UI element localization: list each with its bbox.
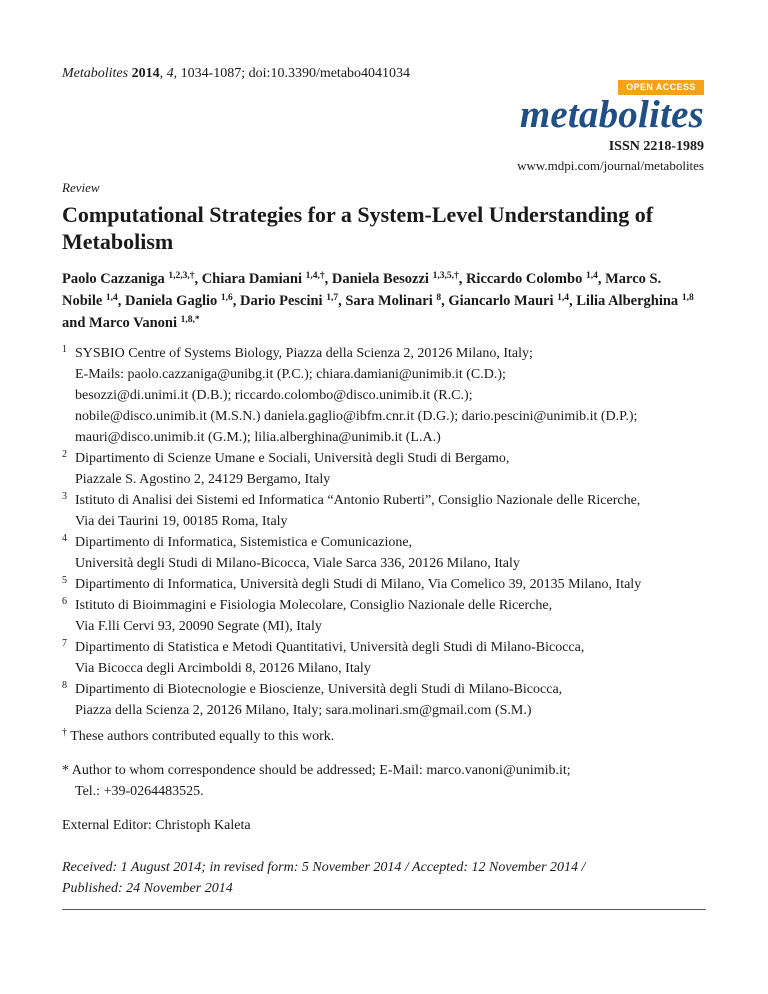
asterisk-mark: * xyxy=(62,763,69,778)
affiliation-item xyxy=(62,448,722,490)
affiliation-line: Dipartimento di Statistica e Metodi Quantitativi, Università degli Studi di Milano-Bicocca, xyxy=(75,640,585,655)
author-separator: , xyxy=(597,271,606,287)
correspondence-phone: Tel.: +39-0264483525. xyxy=(75,784,204,799)
author-name: Chiara Damiani xyxy=(201,271,302,287)
dates-line-2: Published: 24 November 2014 xyxy=(62,881,233,896)
correspondence-note xyxy=(62,760,722,802)
affiliation-item xyxy=(62,343,722,448)
dates-line-1: Received: 1 August 2014; in revised form: 5 November 2014 / Accepted: 12 November 2014 / xyxy=(62,860,586,875)
author-name: Dario Pescini xyxy=(240,293,323,309)
affiliation-item xyxy=(62,637,722,679)
paper-title: Computational Strategies for a System-Level Understanding of Metabolism xyxy=(62,202,654,254)
affiliation-line: SYSBIO Centre of Systems Biology, Piazza della Scienza 2, 20126 Milano, Italy; xyxy=(75,346,533,361)
affiliation-line: Via Bicocca degli Arcimboldi 8, 20126 Milano, Italy xyxy=(75,661,371,676)
equal-contribution-note xyxy=(62,726,722,747)
author-affiliation-marks: 1,8,* xyxy=(180,315,200,325)
affiliation-item xyxy=(62,490,722,532)
affiliation-item xyxy=(62,574,722,595)
author-affiliation-marks: 1,3,5,† xyxy=(432,271,459,281)
affiliation-item xyxy=(62,532,722,574)
author-separator: , xyxy=(458,271,466,287)
affiliation-item xyxy=(62,679,722,721)
author-affiliation-marks: 1,4,† xyxy=(305,271,325,281)
journal-url[interactable]: www.mdpi.com/journal/metabolites xyxy=(517,158,704,173)
author-separator: , xyxy=(569,293,577,309)
journal-pages-doi: , 1034-1087; doi:10.3390/metabo4041034 xyxy=(173,66,411,81)
affiliation-number: 7 xyxy=(62,638,67,649)
author-affiliation-marks: 1,8 xyxy=(681,293,694,303)
affiliation-line: nobile@disco.unimib.it (M.S.N.) daniela.gaglio@ibfm.cnr.it (D.G.); dario.pescini@unimib.it (D.P.); xyxy=(75,409,638,424)
author-affiliation-marks: 1,2,3,† xyxy=(168,271,195,281)
affiliation-line: Istituto di Bioimmagini e Fisiologia Molecolare, Consiglio Nazionale delle Ricerche, xyxy=(75,598,553,613)
author-list xyxy=(62,268,712,334)
author-separator: , xyxy=(117,293,126,309)
affiliation-number: 5 xyxy=(62,575,67,586)
affiliation-item xyxy=(62,595,722,637)
open-access-badge: OPEN ACCESS xyxy=(618,80,704,95)
affiliation-line: Dipartimento di Biotecnologie e Bioscienze, Università degli Studi di Milano-Bicocca, xyxy=(75,682,563,697)
dagger-mark: † xyxy=(62,727,67,738)
affiliation-line: besozzi@di.unimi.it (D.B.); riccardo.colombo@disco.unimib.it (R.C.); xyxy=(75,388,473,403)
affiliation-number: 8 xyxy=(62,680,67,691)
author-affiliation-marks: 8 xyxy=(436,293,442,303)
author-separator: , xyxy=(338,293,346,309)
affiliation-line: Via dei Taurini 19, 00185 Roma, Italy xyxy=(75,514,288,529)
author-name: Paolo Cazzaniga xyxy=(62,271,165,287)
article-type: Review xyxy=(62,180,100,195)
author-name: Giancarlo Mauri xyxy=(448,293,554,309)
external-editor: External Editor: Christoph Kaleta xyxy=(62,818,251,833)
author-name: Daniela Gaglio xyxy=(125,293,218,309)
affiliation-number: 2 xyxy=(62,449,67,460)
author-name: Marco S. Nobile xyxy=(62,271,662,309)
author-affiliation-marks: 1,4 xyxy=(557,293,569,303)
journal-name: Metabolites xyxy=(62,66,129,81)
affiliation-line: Dipartimento di Scienze Umane e Sociali, Università degli Studi di Bergamo, xyxy=(75,451,510,466)
affiliation-line: Piazza della Scienza 2, 20126 Milano, Italy; sara.molinari.sm@gmail.com (S.M.) xyxy=(75,703,532,718)
affiliation-line: Via F.lli Cervi 93, 20090 Segrate (MI), Italy xyxy=(75,619,322,634)
journal-citation: Metabolites 2014, 4, 1034-1087; doi:10.3390/metabo4041034 xyxy=(62,66,411,81)
journal-volume: 4 xyxy=(166,66,174,81)
affiliation-number: 4 xyxy=(62,533,67,544)
equal-contribution-text: These authors contributed equally to this work. xyxy=(70,729,335,744)
affiliation-line: E-Mails: paolo.cazzaniga@unibg.it (P.C.); chiara.damiani@unimib.it (C.D.); xyxy=(75,367,506,382)
author-name: Sara Molinari xyxy=(345,293,433,309)
affiliation-line: Dipartimento di Informatica, Università degli Studi di Milano, Via Comelico 39, 20135 Milano, Italy xyxy=(75,577,642,592)
author-name: Lilia Alberghina xyxy=(576,293,679,309)
author-affiliation-marks: 1,7 xyxy=(326,293,339,303)
author-name: Marco Vanoni xyxy=(89,315,177,331)
affiliation-number: 3 xyxy=(62,491,67,502)
affiliation-line: Piazzale S. Agostino 2, 24129 Bergamo, Italy xyxy=(75,472,331,487)
affiliation-line: mauri@disco.unimib.it (G.M.); lilia.alberghina@unimib.it (L.A.) xyxy=(75,430,441,445)
author-separator: , xyxy=(441,293,449,309)
author-separator: and xyxy=(62,315,90,331)
affiliation-number: 6 xyxy=(62,596,67,607)
author-separator: , xyxy=(324,271,332,287)
author-affiliation-marks: 1,4 xyxy=(105,293,118,303)
correspondence-line: Author to whom correspondence should be addressed; E-Mail: marco.vanoni@unimib.it; xyxy=(71,763,571,778)
affiliation-line: Istituto di Analisi dei Sistemi ed Informatica “Antonio Ruberti”, Consiglio Nazionale delle Ricerche, xyxy=(75,493,641,508)
author-separator: , xyxy=(194,271,202,287)
header-divider xyxy=(62,909,706,910)
author-affiliation-marks: 1,6 xyxy=(220,293,233,303)
journal-year: 2014 xyxy=(131,66,160,81)
affiliation-number: 1 xyxy=(62,344,67,355)
author-name: Daniela Besozzi xyxy=(331,271,429,287)
publication-dates xyxy=(62,857,722,899)
affiliation-line: Dipartimento di Informatica, Sistemistica e Comunicazione, xyxy=(75,535,413,550)
journal-logo: metabolites xyxy=(519,93,704,136)
affiliation-list xyxy=(62,343,722,721)
affiliation-line: Università degli Studi di Milano-Bicocca, Viale Sarca 336, 20126 Milano, Italy xyxy=(75,556,520,571)
author-affiliation-marks: 1,4 xyxy=(585,271,598,281)
journal-issn: ISSN 2218-1989 xyxy=(608,139,704,154)
author-separator: , xyxy=(232,293,241,309)
author-name: Riccardo Colombo xyxy=(465,271,583,287)
